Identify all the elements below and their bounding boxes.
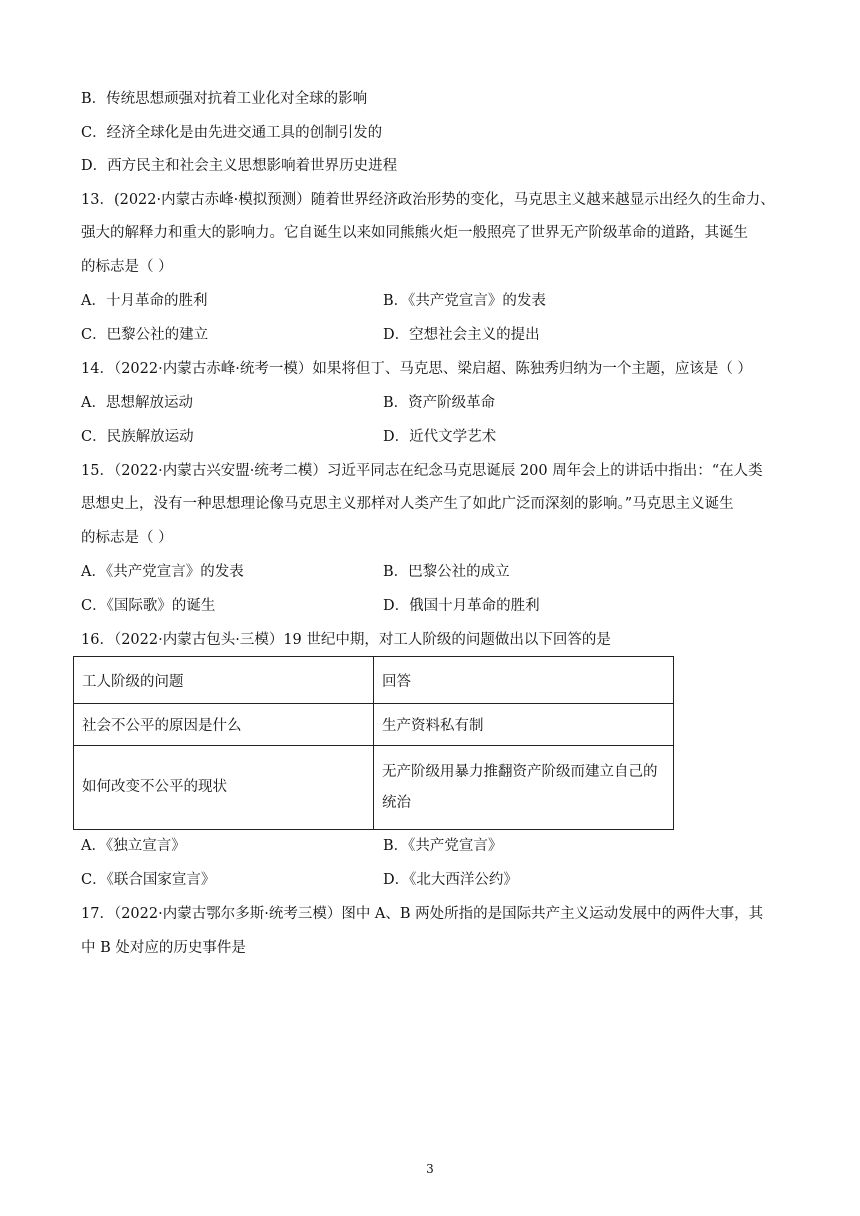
q16-table <box>73 656 674 830</box>
q14-option-d: D．近代文学艺术 <box>383 429 497 445</box>
table-row <box>74 746 674 830</box>
q12-option-c: C．经济全球化是由先进交通工具的创制引发的 <box>81 125 383 141</box>
table-cell: 社会不公平的原因是什么 <box>74 704 374 746</box>
q13-option-d: D．空想社会主义的提出 <box>383 327 540 343</box>
q16-option-b: B．《共产党宣言》 <box>383 838 503 854</box>
table-header-row <box>74 657 674 704</box>
table-header-cell: 工人阶级的问题 <box>74 657 374 704</box>
q16-option-a: A．《独立宣言》 <box>81 838 186 854</box>
q14-option-c: C．民族解放运动 <box>81 429 194 445</box>
q12-option-b: B．传统思想顽强对抗着工业化对全球的影响 <box>81 91 368 107</box>
q15-stem-line1: 15．（2022·内蒙古兴安盟·统考二模）习近平同志在纪念马克思诞辰 200 周年会上的讲话中指出：“在人类 <box>81 463 763 479</box>
q13-option-a: A．十月革命的胜利 <box>81 293 208 309</box>
q16-stem-line1: 16．（2022·内蒙古包头·三模）19 世纪中期，对工人阶级的问题做出以下回答的是 <box>81 632 611 648</box>
q12-option-d: D．西方民主和社会主义思想影响着世界历史进程 <box>81 158 398 174</box>
q14-option-b: B．资产阶级革命 <box>383 395 496 411</box>
q14-option-a: A．思想解放运动 <box>81 395 193 411</box>
table-row <box>74 704 674 746</box>
q15-option-a: A．《共产党宣言》的发表 <box>81 564 244 580</box>
q13-stem-line1: 13．(2022·内蒙古赤峰·模拟预测）随着世界经济政治形势的变化，马克思主义越来越显示出经久的生命力、 <box>81 192 775 208</box>
q15-option-b: B．巴黎公社的成立 <box>383 564 510 580</box>
table-cell: 如何改变不公平的现状 <box>74 746 374 830</box>
q16-option-c: C．《联合国家宣言》 <box>81 872 216 888</box>
q15-stem-line3: 的标志是（ ） <box>81 530 173 546</box>
page-number: 3 <box>426 1162 434 1176</box>
q13-option-b: B．《共产党宣言》的发表 <box>383 293 546 309</box>
q16-option-d: D．《北大西洋公约》 <box>383 872 518 888</box>
q14-stem-line1: 14．（2022·内蒙古赤峰·统考一模）如果将但丁、马克思、梁启超、陈独秀归纳为一个主题，应该是（ ） <box>81 361 752 377</box>
q17-stem-line1: 17．（2022·内蒙古鄂尔多斯·统考三模）图中 A、B 两处所指的是国际共产主义运动发展中的两件大事，其 <box>81 906 764 922</box>
q17-stem-line2: 中 B 处对应的历史事件是 <box>81 940 246 956</box>
q13-stem-line3: 的标志是（ ） <box>81 259 173 275</box>
table-cell: 无产阶级用暴力推翻资产阶级而建立自己的统治 <box>374 746 674 830</box>
table-header-cell: 回答 <box>374 657 674 704</box>
q13-stem-line2: 强大的解释力和重大的影响力。它自诞生以来如同熊熊火炬一般照亮了世界无产阶级革命的道路，其诞生 <box>81 225 748 241</box>
q13-option-c: C．巴黎公社的建立 <box>81 327 209 343</box>
q15-stem-line2: 思想史上，没有一种思想理论像马克思主义那样对人类产生了如此广泛而深刻的影响。”马克思主义诞生 <box>81 496 734 512</box>
q15-option-d: D．俄国十月革命的胜利 <box>383 598 540 614</box>
q15-option-c: C．《国际歌》的诞生 <box>81 598 216 614</box>
table-cell: 生产资料私有制 <box>374 704 674 746</box>
